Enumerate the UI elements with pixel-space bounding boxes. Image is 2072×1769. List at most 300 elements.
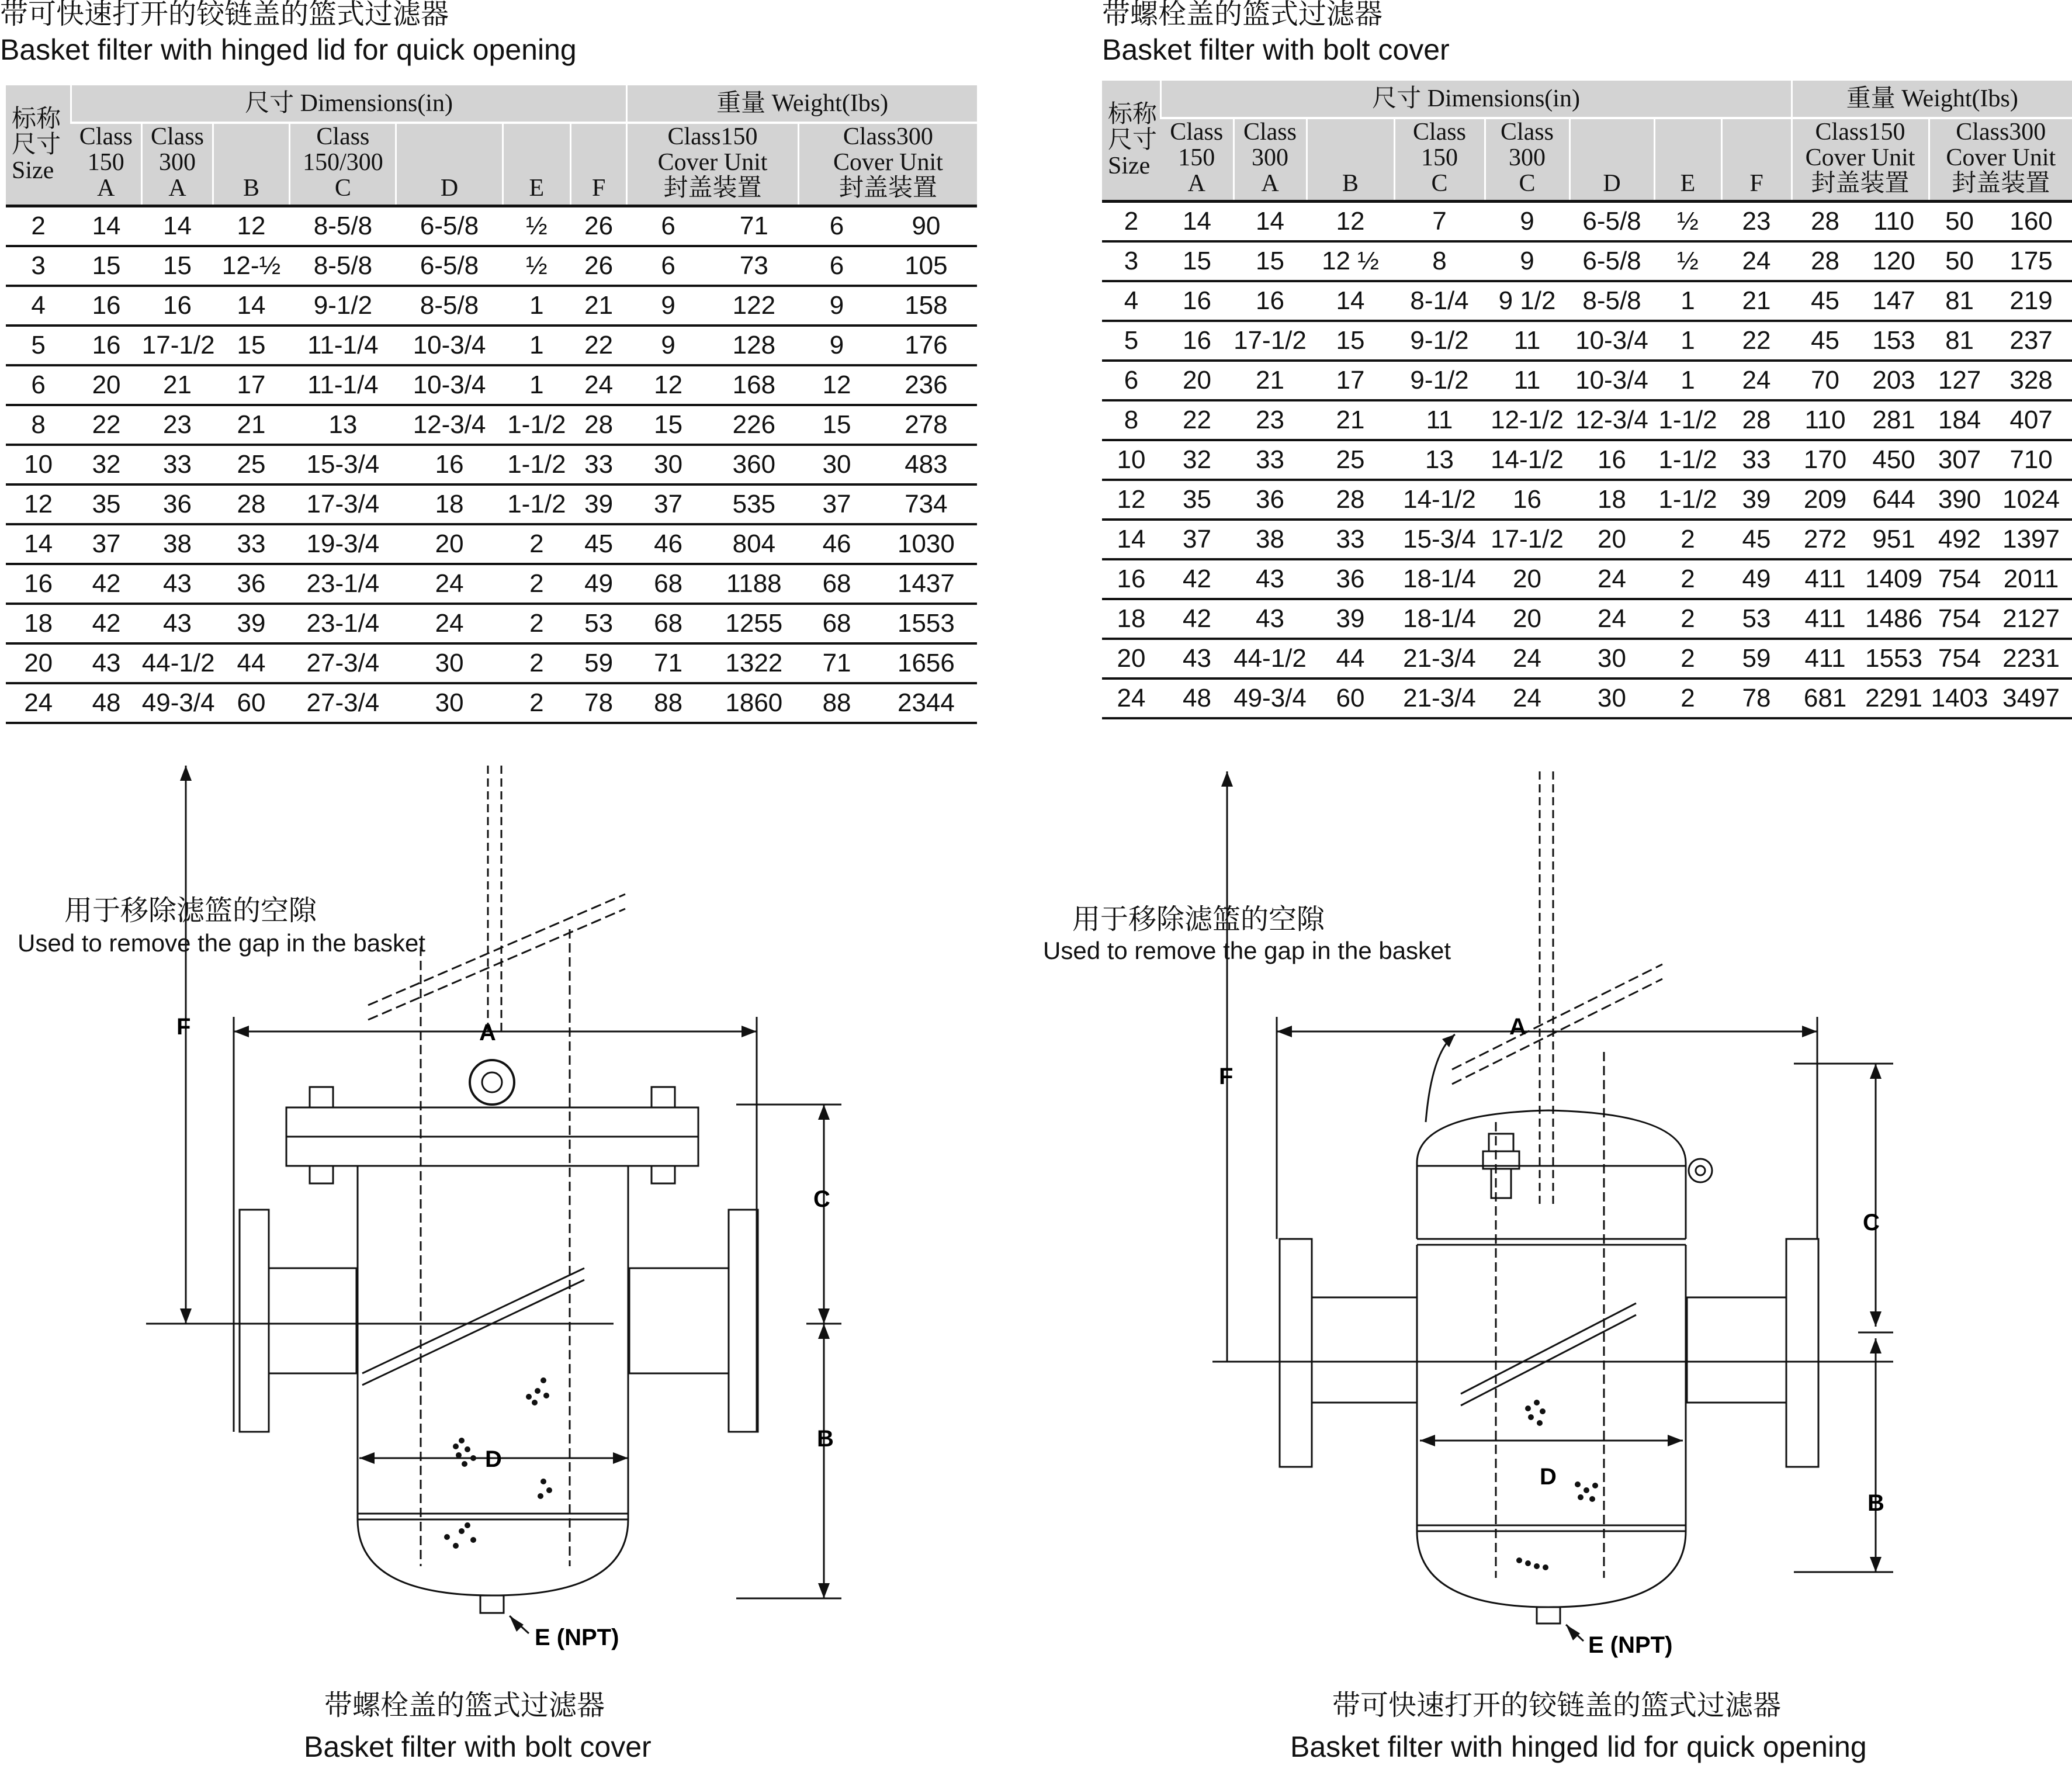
table-cell: 272 — [1792, 520, 1859, 559]
table-cell: 21 — [1721, 281, 1792, 321]
table-cell: 9-1/2 — [1394, 321, 1485, 361]
size-cell: 3 — [6, 246, 71, 286]
table-cell: 44-1/2 — [1234, 639, 1307, 678]
table-cell: 36 — [1307, 559, 1394, 599]
table-cell: 12-3/4 — [1569, 400, 1654, 440]
size-cell: 6 — [1102, 361, 1160, 400]
table-cell: 209 — [1792, 480, 1859, 520]
table-cell: 36 — [1234, 480, 1307, 520]
left-dimensions-table — [6, 85, 977, 724]
table-cell: 6-5/8 — [1569, 202, 1654, 242]
table-row — [1102, 520, 2072, 559]
size-cell: 4 — [1102, 281, 1160, 321]
table-cell: 8 — [1394, 241, 1485, 281]
table-cell: 168 — [709, 365, 798, 405]
table-cell: 110 — [1792, 400, 1859, 440]
table-cell: 17-1/2 — [142, 326, 213, 365]
table-cell: 60 — [213, 683, 290, 723]
table-cell: 110 — [1859, 202, 1929, 242]
table-cell: 53 — [1721, 599, 1792, 639]
table-row — [1102, 559, 2072, 599]
table-cell: 1188 — [709, 564, 798, 604]
table-cell: 6 — [798, 206, 875, 247]
table-cell: 81 — [1929, 281, 1990, 321]
table-cell: 1403 — [1929, 678, 1990, 718]
table-cell: 33 — [1721, 440, 1792, 480]
table-cell: 8-5/8 — [290, 206, 396, 247]
table-cell: 12 — [627, 365, 710, 405]
table-cell: 11 — [1485, 361, 1569, 400]
table-cell: 28 — [1721, 400, 1792, 440]
table-cell: 45 — [571, 524, 627, 564]
table-cell: 160 — [1990, 202, 2072, 242]
table-cell: 68 — [627, 564, 710, 604]
table-row — [1102, 361, 2072, 400]
table-cell: 60 — [1307, 678, 1394, 718]
table-cell: 43 — [1234, 559, 1307, 599]
table-cell: 1-1/2 — [503, 405, 570, 445]
table-cell: 20 — [71, 365, 141, 405]
table-cell: 59 — [1721, 639, 1792, 678]
table-cell: 39 — [1721, 480, 1792, 520]
table-cell: 22 — [71, 405, 141, 445]
column-header: F — [1721, 118, 1792, 202]
table-cell: 734 — [875, 484, 977, 524]
table-cell: 153 — [1859, 321, 1929, 361]
table-cell: 53 — [571, 604, 627, 643]
table-cell: 50 — [1929, 241, 1990, 281]
table-cell: 6 — [627, 206, 710, 247]
table-cell: 20 — [396, 524, 503, 564]
table-cell: 12 — [213, 206, 290, 247]
table-cell: 88 — [798, 683, 875, 723]
column-header: B — [213, 123, 290, 206]
label-a: A — [1509, 1014, 1526, 1040]
table-cell: 28 — [571, 405, 627, 445]
size-cell: 10 — [1102, 440, 1160, 480]
table-cell: 2291 — [1859, 678, 1929, 718]
table-cell: 22 — [1160, 400, 1234, 440]
table-cell: 15 — [798, 405, 875, 445]
table-cell: ½ — [503, 246, 570, 286]
table-cell: 2 — [503, 643, 570, 683]
table-cell: 22 — [1721, 321, 1792, 361]
table-cell: 6-5/8 — [1569, 241, 1654, 281]
table-cell: 44 — [213, 643, 290, 683]
table-cell: 1024 — [1990, 480, 2072, 520]
table-cell: 10-3/4 — [396, 365, 503, 405]
table-cell: 36 — [142, 484, 213, 524]
label-d: D — [1540, 1464, 1557, 1490]
label-f: F — [176, 1014, 191, 1040]
table-cell: 28 — [1792, 202, 1859, 242]
table-cell: 42 — [71, 604, 141, 643]
table-cell: 9 — [1485, 241, 1569, 281]
column-header: F — [571, 123, 627, 206]
table-row — [1102, 241, 2072, 281]
table-cell: 43 — [1234, 599, 1307, 639]
table-cell: 43 — [71, 643, 141, 683]
table-cell: 46 — [627, 524, 710, 564]
table-cell: 13 — [1394, 440, 1485, 480]
table-cell: 754 — [1929, 559, 1990, 599]
column-header: Class 150 A — [1160, 118, 1234, 202]
table-cell: 1 — [503, 365, 570, 405]
table-row — [6, 564, 977, 604]
table-cell: 45 — [1792, 281, 1859, 321]
size-cell: 24 — [1102, 678, 1160, 718]
table-cell: 6-5/8 — [396, 246, 503, 286]
table-cell: 42 — [1160, 559, 1234, 599]
table-cell: 38 — [1234, 520, 1307, 559]
table-cell: 39 — [571, 484, 627, 524]
table-row — [6, 326, 977, 365]
table-cell: 8-5/8 — [290, 246, 396, 286]
table-cell: 90 — [875, 206, 977, 247]
table-cell: 23-1/4 — [290, 604, 396, 643]
table-cell: 10-3/4 — [1569, 321, 1654, 361]
table-cell: 24 — [1721, 361, 1792, 400]
table-cell: 681 — [1792, 678, 1859, 718]
column-header: Class 150 A — [71, 123, 141, 206]
right-gap-label-cn: 用于移除滤篮的空隙 — [1072, 903, 1325, 936]
table-cell: 45 — [1792, 321, 1859, 361]
table-cell: 278 — [875, 405, 977, 445]
table-cell: 483 — [875, 445, 977, 484]
table-cell: 2 — [1654, 639, 1721, 678]
table-cell: 9 — [627, 326, 710, 365]
table-cell: 11-1/4 — [290, 326, 396, 365]
table-cell: 411 — [1792, 559, 1859, 599]
size-cell: 2 — [6, 206, 71, 247]
table-cell: 38 — [142, 524, 213, 564]
table-cell: 26 — [571, 206, 627, 247]
table-cell: 17-1/2 — [1234, 321, 1307, 361]
table-cell: 12-½ — [213, 246, 290, 286]
table-cell: 78 — [1721, 678, 1792, 718]
table-cell: 281 — [1859, 400, 1929, 440]
table-cell: 9 — [1485, 202, 1569, 242]
table-cell: 15 — [1234, 241, 1307, 281]
table-cell: 9 — [627, 286, 710, 326]
table-cell: 15-3/4 — [290, 445, 396, 484]
table-cell: 36 — [213, 564, 290, 604]
weight-column-header: Class150 Cover Unit 封盖装置 — [627, 123, 799, 206]
right-hinged-lid-filter-drawing — [1052, 760, 2045, 1671]
table-cell: 27-3/4 — [290, 683, 396, 723]
right-title-en: Basket filter with bolt cover — [1102, 33, 1450, 66]
table-cell: 19-3/4 — [290, 524, 396, 564]
size-cell: 8 — [6, 405, 71, 445]
table-cell: 14-1/2 — [1394, 480, 1485, 520]
label-d: D — [485, 1446, 502, 1472]
table-body — [6, 206, 977, 723]
table-cell: 170 — [1792, 440, 1859, 480]
size-cell: 16 — [6, 564, 71, 604]
table-cell: 43 — [142, 564, 213, 604]
table-cell: 328 — [1990, 361, 2072, 400]
table-cell: 43 — [1160, 639, 1234, 678]
table-cell: 9-1/2 — [1394, 361, 1485, 400]
table-cell: 9 — [798, 286, 875, 326]
table-row — [6, 286, 977, 326]
table-cell: 1860 — [709, 683, 798, 723]
table-cell: 24 — [571, 365, 627, 405]
table-cell: 390 — [1929, 480, 1990, 520]
table-cell: 2 — [503, 524, 570, 564]
weight-header: 重量 Weight(Ibs) — [627, 85, 977, 123]
table-cell: 48 — [71, 683, 141, 723]
table-cell: 18 — [1569, 480, 1654, 520]
table-cell: 1 — [503, 286, 570, 326]
table-cell: 535 — [709, 484, 798, 524]
table-cell: 21 — [571, 286, 627, 326]
table-cell: 33 — [1234, 440, 1307, 480]
table-cell: 68 — [627, 604, 710, 643]
table-cell: 1409 — [1859, 559, 1929, 599]
table-cell: 9 1/2 — [1485, 281, 1569, 321]
table-cell: 175 — [1990, 241, 2072, 281]
table-cell: 219 — [1990, 281, 2072, 321]
size-cell: 12 — [6, 484, 71, 524]
table-cell: 30 — [396, 643, 503, 683]
size-header: 标称 尺寸 Size — [6, 85, 71, 206]
table-cell: 17-1/2 — [1485, 520, 1569, 559]
table-cell: 70 — [1792, 361, 1859, 400]
table-cell: 12 ½ — [1307, 241, 1394, 281]
table-cell: 30 — [1569, 639, 1654, 678]
table-cell: 9 — [798, 326, 875, 365]
table-cell: 8-1/4 — [1394, 281, 1485, 321]
table-cell: 14 — [1234, 202, 1307, 242]
table-cell: 78 — [571, 683, 627, 723]
size-cell: 20 — [1102, 639, 1160, 678]
table-cell: 2 — [1654, 559, 1721, 599]
table-cell: 15 — [627, 405, 710, 445]
table-cell: 23-1/4 — [290, 564, 396, 604]
size-cell: 14 — [1102, 520, 1160, 559]
table-cell: 14 — [71, 206, 141, 247]
table-cell: 176 — [875, 326, 977, 365]
size-cell: 4 — [6, 286, 71, 326]
table-row — [1102, 281, 2072, 321]
column-header: Class 150/300 C — [290, 123, 396, 206]
size-cell: 5 — [6, 326, 71, 365]
left-gap-label-en: Used to remove the gap in the basket — [18, 929, 426, 957]
label-a: A — [479, 1020, 496, 1046]
weight-header: 重量 Weight(Ibs) — [1792, 81, 2072, 118]
table-cell: 12-3/4 — [396, 405, 503, 445]
right-dimensions-table — [1102, 81, 2072, 719]
table-cell: 8-5/8 — [1569, 281, 1654, 321]
table-cell: 17 — [1307, 361, 1394, 400]
table-cell: 1322 — [709, 643, 798, 683]
table-cell: 35 — [71, 484, 141, 524]
table-row — [6, 524, 977, 564]
table-cell: 10-3/4 — [396, 326, 503, 365]
column-header: Class 150 C — [1394, 118, 1485, 202]
table-cell: 407 — [1990, 400, 2072, 440]
table-cell: 15 — [1307, 321, 1394, 361]
table-cell: 203 — [1859, 361, 1929, 400]
table-cell: 14-1/2 — [1485, 440, 1569, 480]
table-cell: 26 — [571, 246, 627, 286]
table-row — [1102, 480, 2072, 520]
table-cell: 307 — [1929, 440, 1990, 480]
table-cell: 6 — [627, 246, 710, 286]
size-cell: 12 — [1102, 480, 1160, 520]
table-cell: 20 — [1160, 361, 1234, 400]
table-cell: 644 — [1859, 480, 1929, 520]
table-cell: 59 — [571, 643, 627, 683]
table-cell: 2 — [503, 604, 570, 643]
table-cell: 24 — [1569, 559, 1654, 599]
label-f: F — [1219, 1064, 1234, 1089]
right-gap-label-en: Used to remove the gap in the basket — [1043, 937, 1451, 964]
table-cell: 20 — [1485, 559, 1569, 599]
table-cell: 27-3/4 — [290, 643, 396, 683]
table-cell: 11 — [1394, 400, 1485, 440]
table-cell: 68 — [798, 604, 875, 643]
label-e-npt: E (NPT) — [535, 1625, 619, 1650]
table-cell: 25 — [1307, 440, 1394, 480]
table-cell: 1030 — [875, 524, 977, 564]
table-cell: 28 — [213, 484, 290, 524]
table-cell: 24 — [1485, 639, 1569, 678]
label-e-npt: E (NPT) — [1588, 1632, 1673, 1658]
table-cell: 14 — [1160, 202, 1234, 242]
table-cell: 12 — [798, 365, 875, 405]
table-cell: 33 — [571, 445, 627, 484]
table-row — [6, 643, 977, 683]
table-cell: 49 — [571, 564, 627, 604]
size-cell: 10 — [6, 445, 71, 484]
table-row — [1102, 639, 2072, 678]
table-cell: 2 — [1654, 599, 1721, 639]
table-cell: 81 — [1929, 321, 1990, 361]
table-cell: 1486 — [1859, 599, 1929, 639]
table-row — [1102, 678, 2072, 718]
table-cell: 17-3/4 — [290, 484, 396, 524]
table-cell: 411 — [1792, 599, 1859, 639]
column-header: Class 300 A — [142, 123, 213, 206]
weight-column-header: Class300 Cover Unit 封盖装置 — [798, 123, 977, 206]
table-cell: 32 — [71, 445, 141, 484]
table-cell: 18 — [396, 484, 503, 524]
table-cell: 46 — [798, 524, 875, 564]
table-cell: 1 — [1654, 321, 1721, 361]
label-b: B — [1867, 1490, 1884, 1516]
table-cell: 184 — [1929, 400, 1990, 440]
weight-column-header: Class300 Cover Unit 封盖装置 — [1929, 118, 2072, 202]
table-cell: 18-1/4 — [1394, 599, 1485, 639]
column-header: D — [1569, 118, 1654, 202]
table-cell: 1-1/2 — [1654, 440, 1721, 480]
table-cell: 48 — [1160, 678, 1234, 718]
table-cell: ½ — [1654, 241, 1721, 281]
table-cell: 30 — [1569, 678, 1654, 718]
table-cell: 1397 — [1990, 520, 2072, 559]
table-cell: 16 — [1485, 480, 1569, 520]
column-header: B — [1307, 118, 1394, 202]
table-cell: 25 — [213, 445, 290, 484]
size-cell: 20 — [6, 643, 71, 683]
table-cell: 71 — [709, 206, 798, 247]
table-cell: 3497 — [1990, 678, 2072, 718]
table-cell: 21 — [1307, 400, 1394, 440]
dimensions-header: 尺寸 Dimensions(in) — [1160, 81, 1792, 118]
table-cell: 16 — [1160, 321, 1234, 361]
table-cell: 1553 — [875, 604, 977, 643]
table-cell: 8-5/8 — [396, 286, 503, 326]
table-cell: 14 — [142, 206, 213, 247]
size-cell: 3 — [1102, 241, 1160, 281]
table-cell: 30 — [396, 683, 503, 723]
table-cell: 50 — [1929, 202, 1990, 242]
table-cell: 16 — [396, 445, 503, 484]
table-cell: 360 — [709, 445, 798, 484]
table-cell: 2 — [503, 564, 570, 604]
table-cell: 122 — [709, 286, 798, 326]
table-cell: 73 — [709, 246, 798, 286]
table-cell: 2 — [1654, 520, 1721, 559]
column-header: E — [1654, 118, 1721, 202]
left-title-cn: 带可快速打开的铰链盖的篮式过滤器 — [0, 0, 449, 30]
table-cell: 37 — [627, 484, 710, 524]
table-cell: 804 — [709, 524, 798, 564]
table-cell: 11-1/4 — [290, 365, 396, 405]
table-cell: 2344 — [875, 683, 977, 723]
table-cell: 1-1/2 — [503, 484, 570, 524]
size-cell: 18 — [1102, 599, 1160, 639]
table-cell: 21-3/4 — [1394, 678, 1485, 718]
table-cell: 37 — [798, 484, 875, 524]
table-cell: 1 — [1654, 281, 1721, 321]
table-cell: 492 — [1929, 520, 1990, 559]
size-cell: 5 — [1102, 321, 1160, 361]
table-cell: 39 — [213, 604, 290, 643]
size-cell: 8 — [1102, 400, 1160, 440]
dimensions-header: 尺寸 Dimensions(in) — [71, 85, 626, 123]
table-cell: 15 — [71, 246, 141, 286]
table-cell: 2231 — [1990, 639, 2072, 678]
table-cell: 9-1/2 — [290, 286, 396, 326]
table-cell: 710 — [1990, 440, 2072, 480]
right-caption-en: Basket filter with hinged lid for quick opening — [1290, 1730, 1867, 1763]
table-cell: 2127 — [1990, 599, 2072, 639]
table-cell: 16 — [71, 286, 141, 326]
table-cell: 49-3/4 — [1234, 678, 1307, 718]
table-cell: 24 — [1721, 241, 1792, 281]
table-cell: 44 — [1307, 639, 1394, 678]
right-title-cn: 带螺栓盖的篮式过滤器 — [1102, 0, 1383, 30]
size-cell: 16 — [1102, 559, 1160, 599]
table-cell: 7 — [1394, 202, 1485, 242]
table-cell: 22 — [571, 326, 627, 365]
column-header: Class 300 C — [1485, 118, 1569, 202]
table-cell: 42 — [71, 564, 141, 604]
table-cell: 39 — [1307, 599, 1394, 639]
table-cell: 147 — [1859, 281, 1929, 321]
table-cell: 951 — [1859, 520, 1929, 559]
table-row — [6, 683, 977, 723]
table-cell: 23 — [1234, 400, 1307, 440]
table-cell: 1437 — [875, 564, 977, 604]
table-cell: 28 — [1792, 241, 1859, 281]
table-cell: 6-5/8 — [396, 206, 503, 247]
size-cell: 18 — [6, 604, 71, 643]
table-cell: 13 — [290, 405, 396, 445]
